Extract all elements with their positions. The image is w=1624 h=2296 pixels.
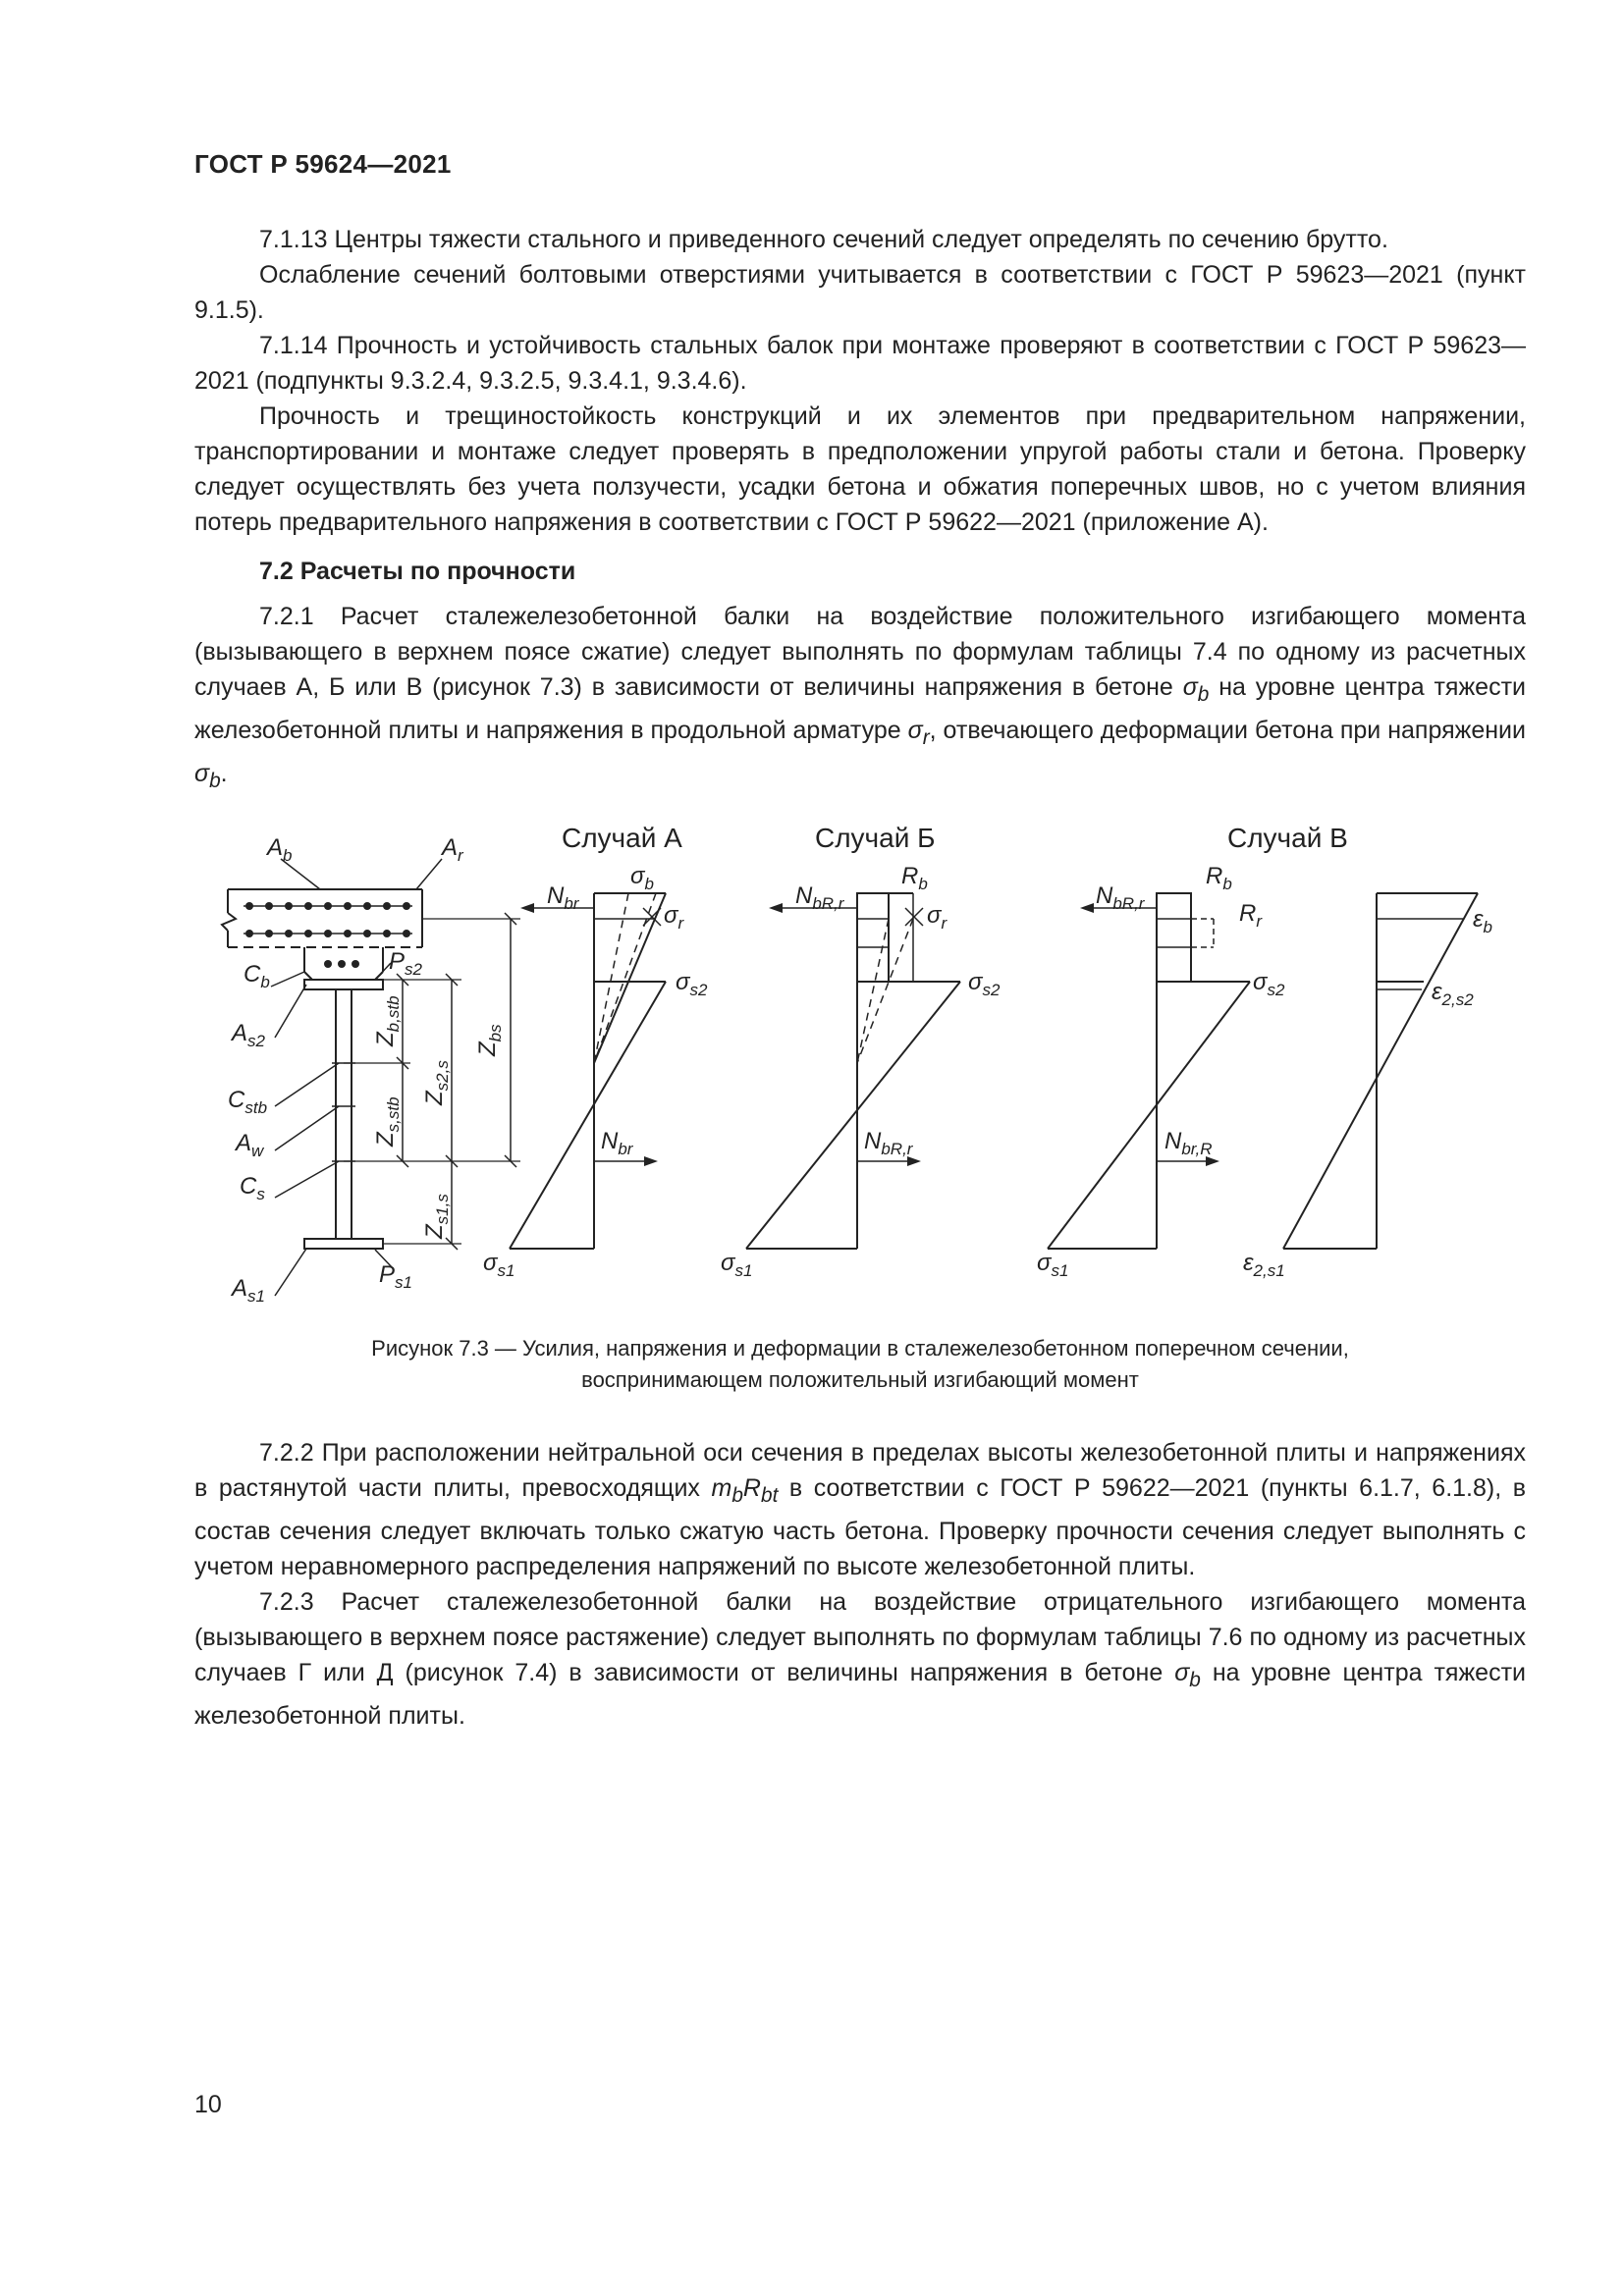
section-heading-7-2: 7.2 Расчеты по прочности [259, 558, 576, 585]
figure-caption [194, 1333, 1526, 1396]
case-v-strain-diagram [1283, 893, 1478, 1249]
sigma-r-symbol: $\sigma_r$ [907, 717, 930, 749]
body-text-bottom [194, 1435, 1526, 1734]
paragraph-7-2-1: 7.2.1 Расчет сталежелезобетонной балки на воздействие положительного изгибающего момента (вызывающего в верхнем поясе сжатие) следует выполнять по формулам таблицы 7.4 по одному из расчетных случаев А, Б или В (рисунок 7.3) в зависимости от величины напряжения в бетоне $\sigma_b$ на уровне центра тяжести железобетонной плиты и напряжения в продольной арматуре $\sigma_r$, отвечающего деформации бетона при напряжении $\sigma_b$. [194, 603, 1526, 792]
label-Zbs: $Z_{bs}$ [474, 1024, 505, 1056]
paragraph-7-1-14: 7.1.14 Прочность и устойчивость стальных балок при монтаже проверяют в соответствии с ГОСТ Р 59623—2021 (подпункты 9.3.2.4, 9.3.2.5, 9.3.4.1, 9.3.4.6). [194, 332, 1526, 395]
case-b-diagram [746, 893, 960, 1249]
case-a-diagram [510, 893, 666, 1249]
label-As2: $A_{s2}$ [232, 1020, 265, 1050]
label-sigma-s2-a: $\sigma_{s2}$ [676, 969, 708, 999]
p721-part-c: , отвечающего деформации бетона при напряжении [929, 717, 1526, 744]
p721-part-a: 7.2.1 Расчет сталежелезобетонной балки на воздействие положительного изгибающего момента (вызывающего в верхнем поясе сжатие) следует выполнять по формулам таблицы 7.4 по одному из расчетных случаев А, Б или В (рисунок 7.3) в зависимости от величины напряжения в бетоне [194, 603, 1526, 701]
label-sigma-s1-v: $\sigma_{s1}$ [1037, 1250, 1069, 1280]
paragraph-7-2-3: 7.2.3 Расчет сталежелезобетонной балки на воздействие отрицательного изгибающего момента (вызывающего в верхнем поясе растяжение) следует выполнять по формулам таблицы 7.6 по одному из расчетных случаев Г или Д (рисунок 7.4) в зависимости от величины напряжения в бетоне $\sigma_b$ на уровне центра тяжести железобетонной плиты. [194, 1588, 1526, 1730]
label-eps-b: $\varepsilon_b$ [1473, 906, 1493, 936]
page-number: 10 [194, 2091, 222, 2118]
label-Ps2: $P_{s2}$ [389, 948, 422, 979]
label-Zsstb: $Z_{s,stb}$ [372, 1096, 403, 1147]
case-v-stress-diagram [1048, 893, 1250, 1249]
label-sigma-s1-a: $\sigma_{s1}$ [483, 1250, 515, 1280]
sigma-b-symbol: $\sigma_b$ [1182, 673, 1210, 706]
paragraph-weakening: Ослабление сечений болтовыми отверстиями учитывается в соответствии с ГОСТ Р 59623—2021 (пункт 9.1.5). [194, 261, 1526, 324]
p721-part-b: на уровне центра тяжести железобетонной плиты и напряжения в продольной арматуре [194, 673, 1526, 744]
label-Rb-v: $R_b$ [1206, 863, 1232, 893]
label-Nbr-bottom: $N_{br}$ [601, 1128, 633, 1158]
label-sigma-r-a: $\sigma_r$ [664, 902, 684, 933]
label-Rb-b: $R_b$ [901, 863, 928, 893]
sigma-b-symbol-3: $\sigma_b$ [1174, 1659, 1201, 1691]
label-Cstb: $C_{stb}$ [228, 1087, 268, 1117]
label-Nbr-top: $N_{br}$ [547, 882, 579, 913]
label-eps-2s1: $\varepsilon_{2,s1}$ [1243, 1250, 1285, 1280]
label-Zs1s: $Z_{s1,s}$ [421, 1194, 452, 1239]
label-Ps1: $P_{s1}$ [379, 1261, 412, 1292]
document-header: ГОСТ Р 59624—2021 [194, 149, 452, 179]
label-NbrR-v: $N_{br,R}$ [1164, 1128, 1213, 1158]
sigma-b-symbol-2: $\sigma_b$ [194, 760, 221, 792]
case-b-title: Случай Б [815, 823, 936, 853]
paragraph-7-1-13: 7.1.13 Центры тяжести стального и приведенного сечений следует определять по сечению брутто. [259, 226, 1388, 253]
case-v-title: Случай В [1227, 823, 1348, 853]
case-a-title: Случай А [562, 823, 682, 853]
label-NbRr-v: $N_{bR,r}$ [1096, 882, 1145, 913]
label-NbRr-bottom: $N_{bR,r}$ [864, 1128, 913, 1158]
label-Ab: $A_b$ [267, 834, 293, 865]
label-sigma-s2-b: $\sigma_{s2}$ [968, 969, 1001, 999]
composite-cross-section [222, 859, 520, 1296]
caption-line-2: воспринимающем положительный изгибающий момент [581, 1367, 1139, 1392]
label-sigma-b-a: $\sigma_b$ [630, 863, 654, 893]
paragraph-prestress: Прочность и трещиностойкость конструкций и их элементов при предварительном напряжении, транспортировании и монтаже следует проверять в предположении упругой работы стали и бетона. Проверку следует осуществлять без учета ползучести, усадки бетона и обжатия поперечных швов, но с учетом влияния потерь предварительного напряжения в соответствии с ГОСТ Р 59622—2021 (приложение А). [194, 402, 1526, 536]
label-As1: $A_{s1}$ [232, 1275, 265, 1306]
label-sigma-s2-v: $\sigma_{s2}$ [1253, 969, 1285, 999]
label-Cs: $C_s$ [240, 1173, 265, 1203]
label-Aw: $A_w$ [236, 1130, 264, 1160]
caption-line-1: Рисунок 7.3 — Усилия, напряжения и деформации в сталежелезобетонном поперечном сечении, [371, 1336, 1349, 1361]
label-Ar: $A_r$ [442, 834, 463, 865]
rebar-dots [245, 902, 410, 968]
label-NbRr-top: $N_{bR,r}$ [795, 882, 844, 913]
label-sigma-r-b: $\sigma_r$ [927, 902, 947, 933]
paragraph-7-2-2: 7.2.2 При расположении нейтральной оси сечения в пределах высоты железобетонной плиты и напряжениях в растянутой части плиты, превосходящих $m_bR_{bt}$ в соответствии с ГОСТ Р 59622—2021 (пункты 6.1.7, 6.1.8), в состав сечения следует включать только сжатую часть бетона. Проверку прочности сечения следует выполнять с учетом неравномерного распределения напряжений по высоте железобетонной плиты. [194, 1439, 1527, 1580]
mb-rbt-symbol: $m_bR_{bt}$ [711, 1474, 779, 1507]
label-sigma-s1-b: $\sigma_{s1}$ [721, 1250, 753, 1280]
label-Zbstb: $Z_{b,stb}$ [372, 995, 403, 1046]
label-eps-2s2: $\varepsilon_{2,s2}$ [1432, 979, 1474, 1009]
label-Cb: $C_b$ [244, 961, 270, 991]
label-Rr-v: $R_r$ [1239, 900, 1263, 931]
label-Zs2s: $Z_{s2,s}$ [421, 1060, 452, 1105]
